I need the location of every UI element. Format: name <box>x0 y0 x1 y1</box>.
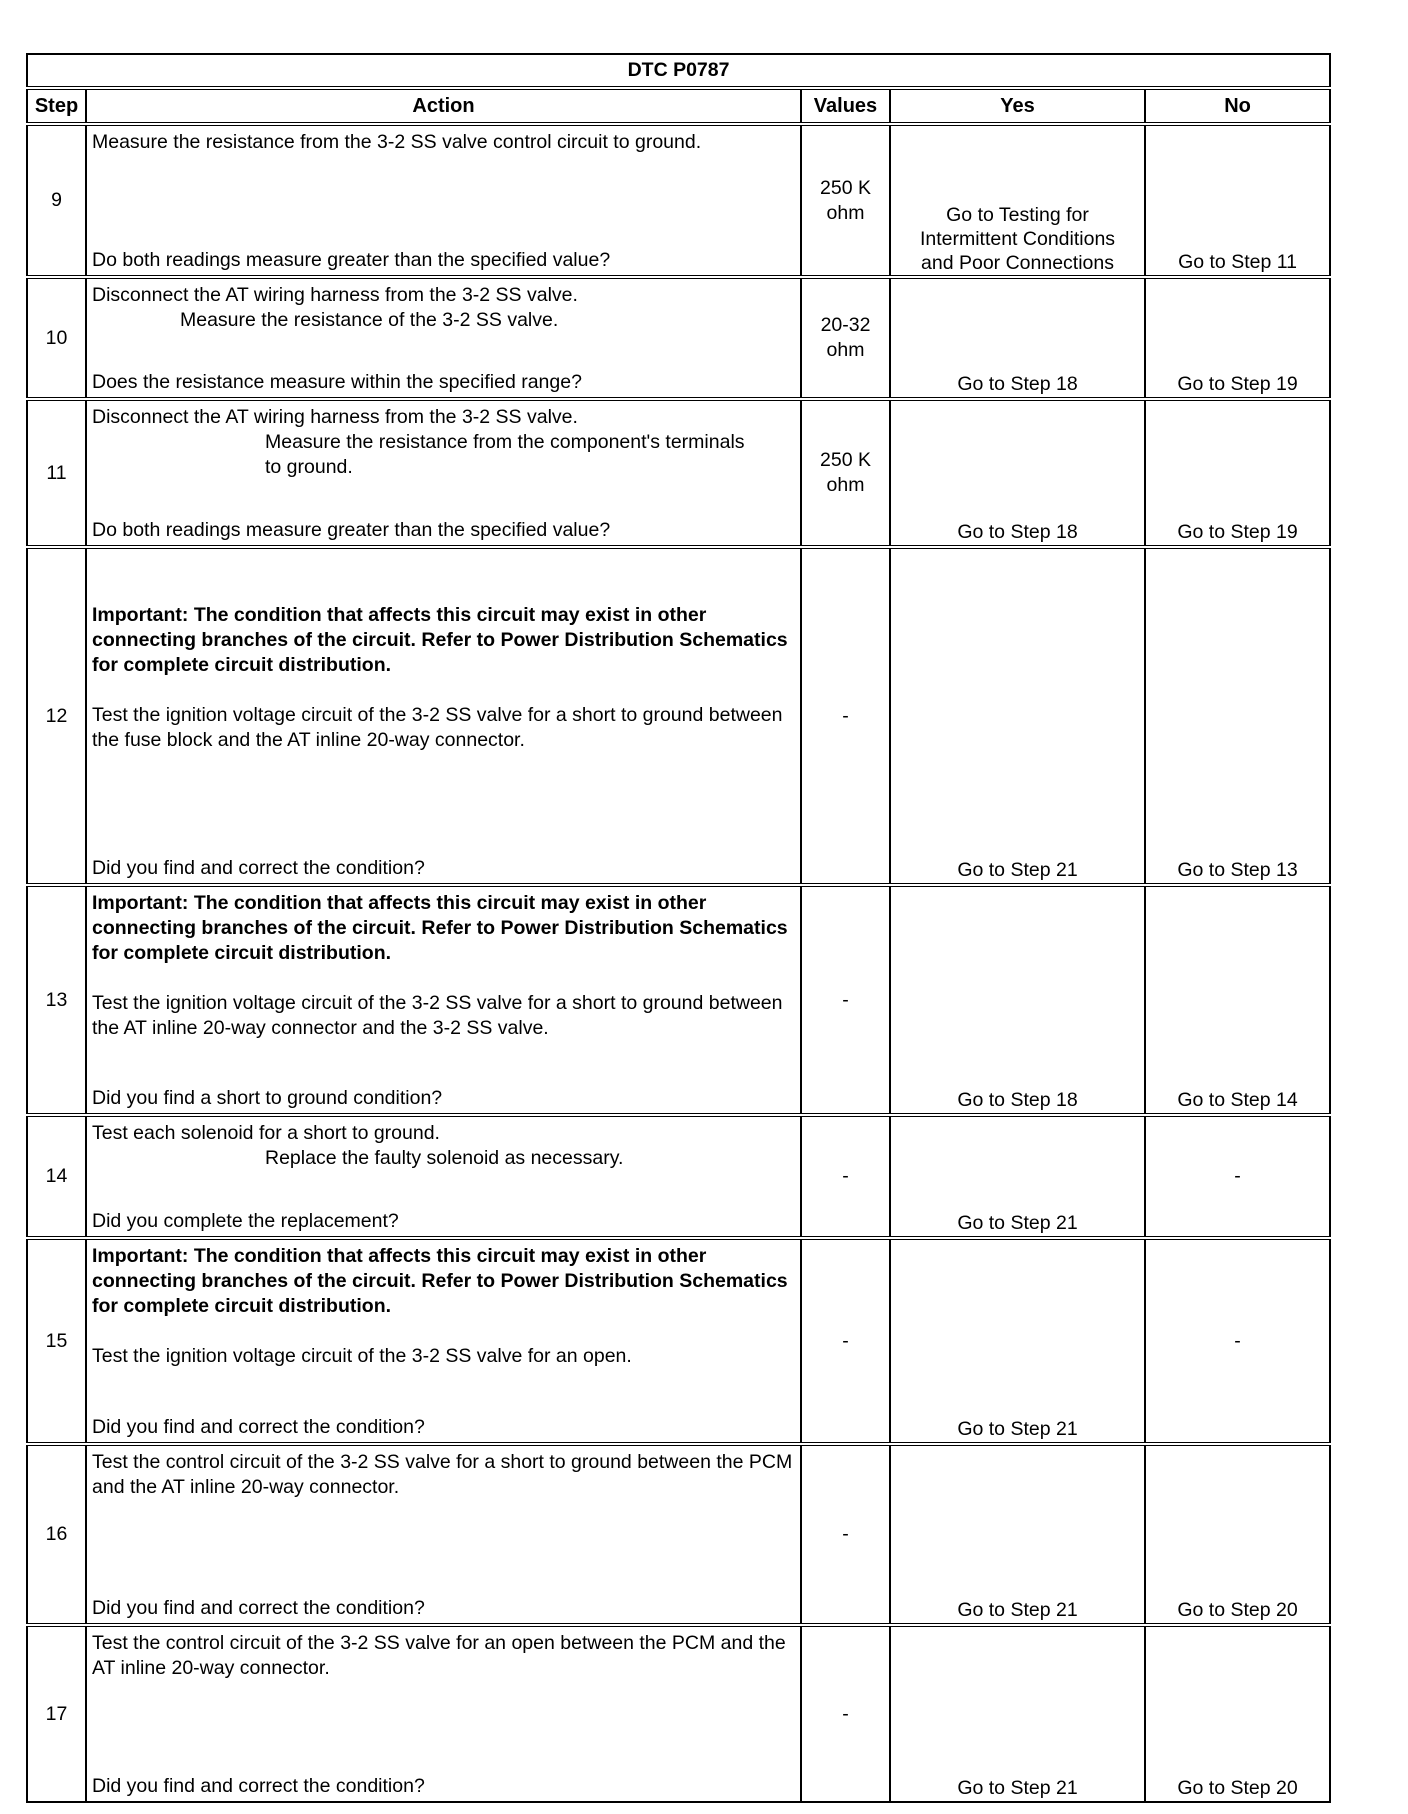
step-number: 14 <box>27 1115 86 1238</box>
values-cell <box>801 399 890 547</box>
action-text: Measure the resistance from the component's terminals to ground. <box>265 431 745 478</box>
header-yes: Yes <box>890 88 1145 124</box>
no-cell: Go to Step 19 <box>1145 399 1330 547</box>
yes-text: Go to Testing for Intermittent Conditions and Poor Connections <box>919 204 1116 274</box>
action-cell <box>86 399 801 547</box>
action-text: Replace the faulty solenoid as necessary. <box>265 1147 624 1169</box>
no-cell: - <box>1145 1115 1330 1238</box>
step-number: 17 <box>27 1625 86 1802</box>
step-number: 16 <box>27 1444 86 1625</box>
important-note: Important: The condition that affects this circuit may exist in other connecting branches of the circuit. Refer to Power Distribution Schematics for complete circuit distribution. <box>92 892 788 964</box>
important-note: Important: The condition that affects this circuit may exist in other connecting branches of the circuit. Refer to Power Distribution Schematics for complete circuit distribution. <box>92 604 788 676</box>
header-no: No <box>1145 88 1330 124</box>
values-cell: - <box>801 1444 890 1625</box>
action-question: Did you find and correct the condition? <box>92 857 425 879</box>
no-cell: Go to Step 11 <box>1145 124 1330 277</box>
table-row <box>27 885 1330 1115</box>
action-cell <box>86 124 801 277</box>
important-note: Important: The condition that affects this circuit may exist in other connecting branches of the circuit. Refer to Power Distribution Schematics for complete circuit distribution. <box>92 1245 788 1317</box>
no-cell: Go to Step 19 <box>1145 277 1330 399</box>
values-cell: - <box>801 1238 890 1444</box>
no-cell: Go to Step 20 <box>1145 1625 1330 1802</box>
action-cell <box>86 885 801 1115</box>
step-number: 10 <box>27 277 86 399</box>
no-cell: - <box>1145 1238 1330 1444</box>
table-row <box>27 399 1330 547</box>
yes-cell: Go to Step 21 <box>890 547 1145 885</box>
values-text: 250 K ohm <box>820 176 871 224</box>
yes-cell: Go to Step 21 <box>890 1625 1145 1802</box>
step-number: 13 <box>27 885 86 1115</box>
action-text: Test the ignition voltage circuit of the 3-2 SS valve for a short to ground between the AT inline 20-way connector and the 3-2 SS valve. <box>92 992 783 1039</box>
table-row <box>27 124 1330 277</box>
action-question: Did you find and correct the condition? <box>92 1775 425 1797</box>
values-cell <box>801 277 890 399</box>
yes-cell <box>890 124 1145 277</box>
yes-cell: Go to Step 18 <box>890 399 1145 547</box>
action-cell <box>86 277 801 399</box>
action-question: Did you find and correct the condition? <box>92 1597 425 1619</box>
header-values: Values <box>801 88 890 124</box>
step-number: 11 <box>27 399 86 547</box>
values-cell: - <box>801 1115 890 1238</box>
yes-cell: Go to Step 18 <box>890 885 1145 1115</box>
action-text: Test each solenoid for a short to ground. <box>92 1122 440 1144</box>
action-text: Test the ignition voltage circuit of the 3-2 SS valve for a short to ground between the fuse block and the AT inline 20-way connector. <box>92 704 783 751</box>
values-text: 250 K ohm <box>820 449 871 496</box>
yes-cell: Go to Step 21 <box>890 1444 1145 1625</box>
table-row <box>27 1625 1330 1802</box>
values-text: 20-32 ohm <box>820 314 871 361</box>
values-cell: - <box>801 1625 890 1802</box>
table-row <box>27 1238 1330 1444</box>
action-cell <box>86 1444 801 1625</box>
action-text: Test the control circuit of the 3-2 SS valve for a short to ground between the PCM and the AT inline 20-way connector. <box>92 1451 793 1498</box>
action-question: Did you complete the replacement? <box>92 1210 399 1232</box>
values-cell: - <box>801 885 890 1115</box>
header-step: Step <box>27 88 86 124</box>
action-text: Test the ignition voltage circuit of the 3-2 SS valve for an open. <box>92 1345 632 1367</box>
action-text: Measure the resistance from the 3-2 SS valve control circuit to ground. <box>92 131 702 153</box>
header-row <box>27 88 1330 124</box>
title-row <box>27 54 1330 88</box>
action-text: Test the control circuit of the 3-2 SS valve for an open between the PCM and the AT inline 20-way connector. <box>92 1632 786 1679</box>
yes-cell: Go to Step 21 <box>890 1238 1145 1444</box>
yes-cell: Go to Step 21 <box>890 1115 1145 1238</box>
no-cell: Go to Step 13 <box>1145 547 1330 885</box>
values-cell: - <box>801 547 890 885</box>
action-text: Measure the resistance of the 3-2 SS valve. <box>180 309 559 331</box>
no-cell: Go to Step 20 <box>1145 1444 1330 1625</box>
action-cell <box>86 1238 801 1444</box>
action-question: Did you find a short to ground condition? <box>92 1087 443 1109</box>
action-question: Does the resistance measure within the specified range? <box>92 371 582 393</box>
step-number: 15 <box>27 1238 86 1444</box>
table-row <box>27 547 1330 885</box>
table-row <box>27 1444 1330 1625</box>
table-title: DTC P0787 <box>27 54 1330 88</box>
action-cell <box>86 1115 801 1238</box>
action-question: Do both readings measure greater than the specified value? <box>92 519 611 541</box>
action-question: Do both readings measure greater than the specified value? <box>92 249 611 271</box>
step-number: 12 <box>27 547 86 885</box>
action-cell <box>86 1625 801 1802</box>
action-cell <box>86 547 801 885</box>
no-cell: Go to Step 14 <box>1145 885 1330 1115</box>
yes-cell: Go to Step 18 <box>890 277 1145 399</box>
dtc-table <box>26 53 1331 1803</box>
table-row <box>27 1115 1330 1238</box>
action-question: Did you find and correct the condition? <box>92 1416 425 1438</box>
action-text: Disconnect the AT wiring harness from the 3-2 SS valve. <box>92 406 578 428</box>
step-number: 9 <box>27 124 86 277</box>
header-action: Action <box>86 88 801 124</box>
values-cell <box>801 124 890 277</box>
table-row <box>27 277 1330 399</box>
action-text: Disconnect the AT wiring harness from the 3-2 SS valve. <box>92 284 578 306</box>
